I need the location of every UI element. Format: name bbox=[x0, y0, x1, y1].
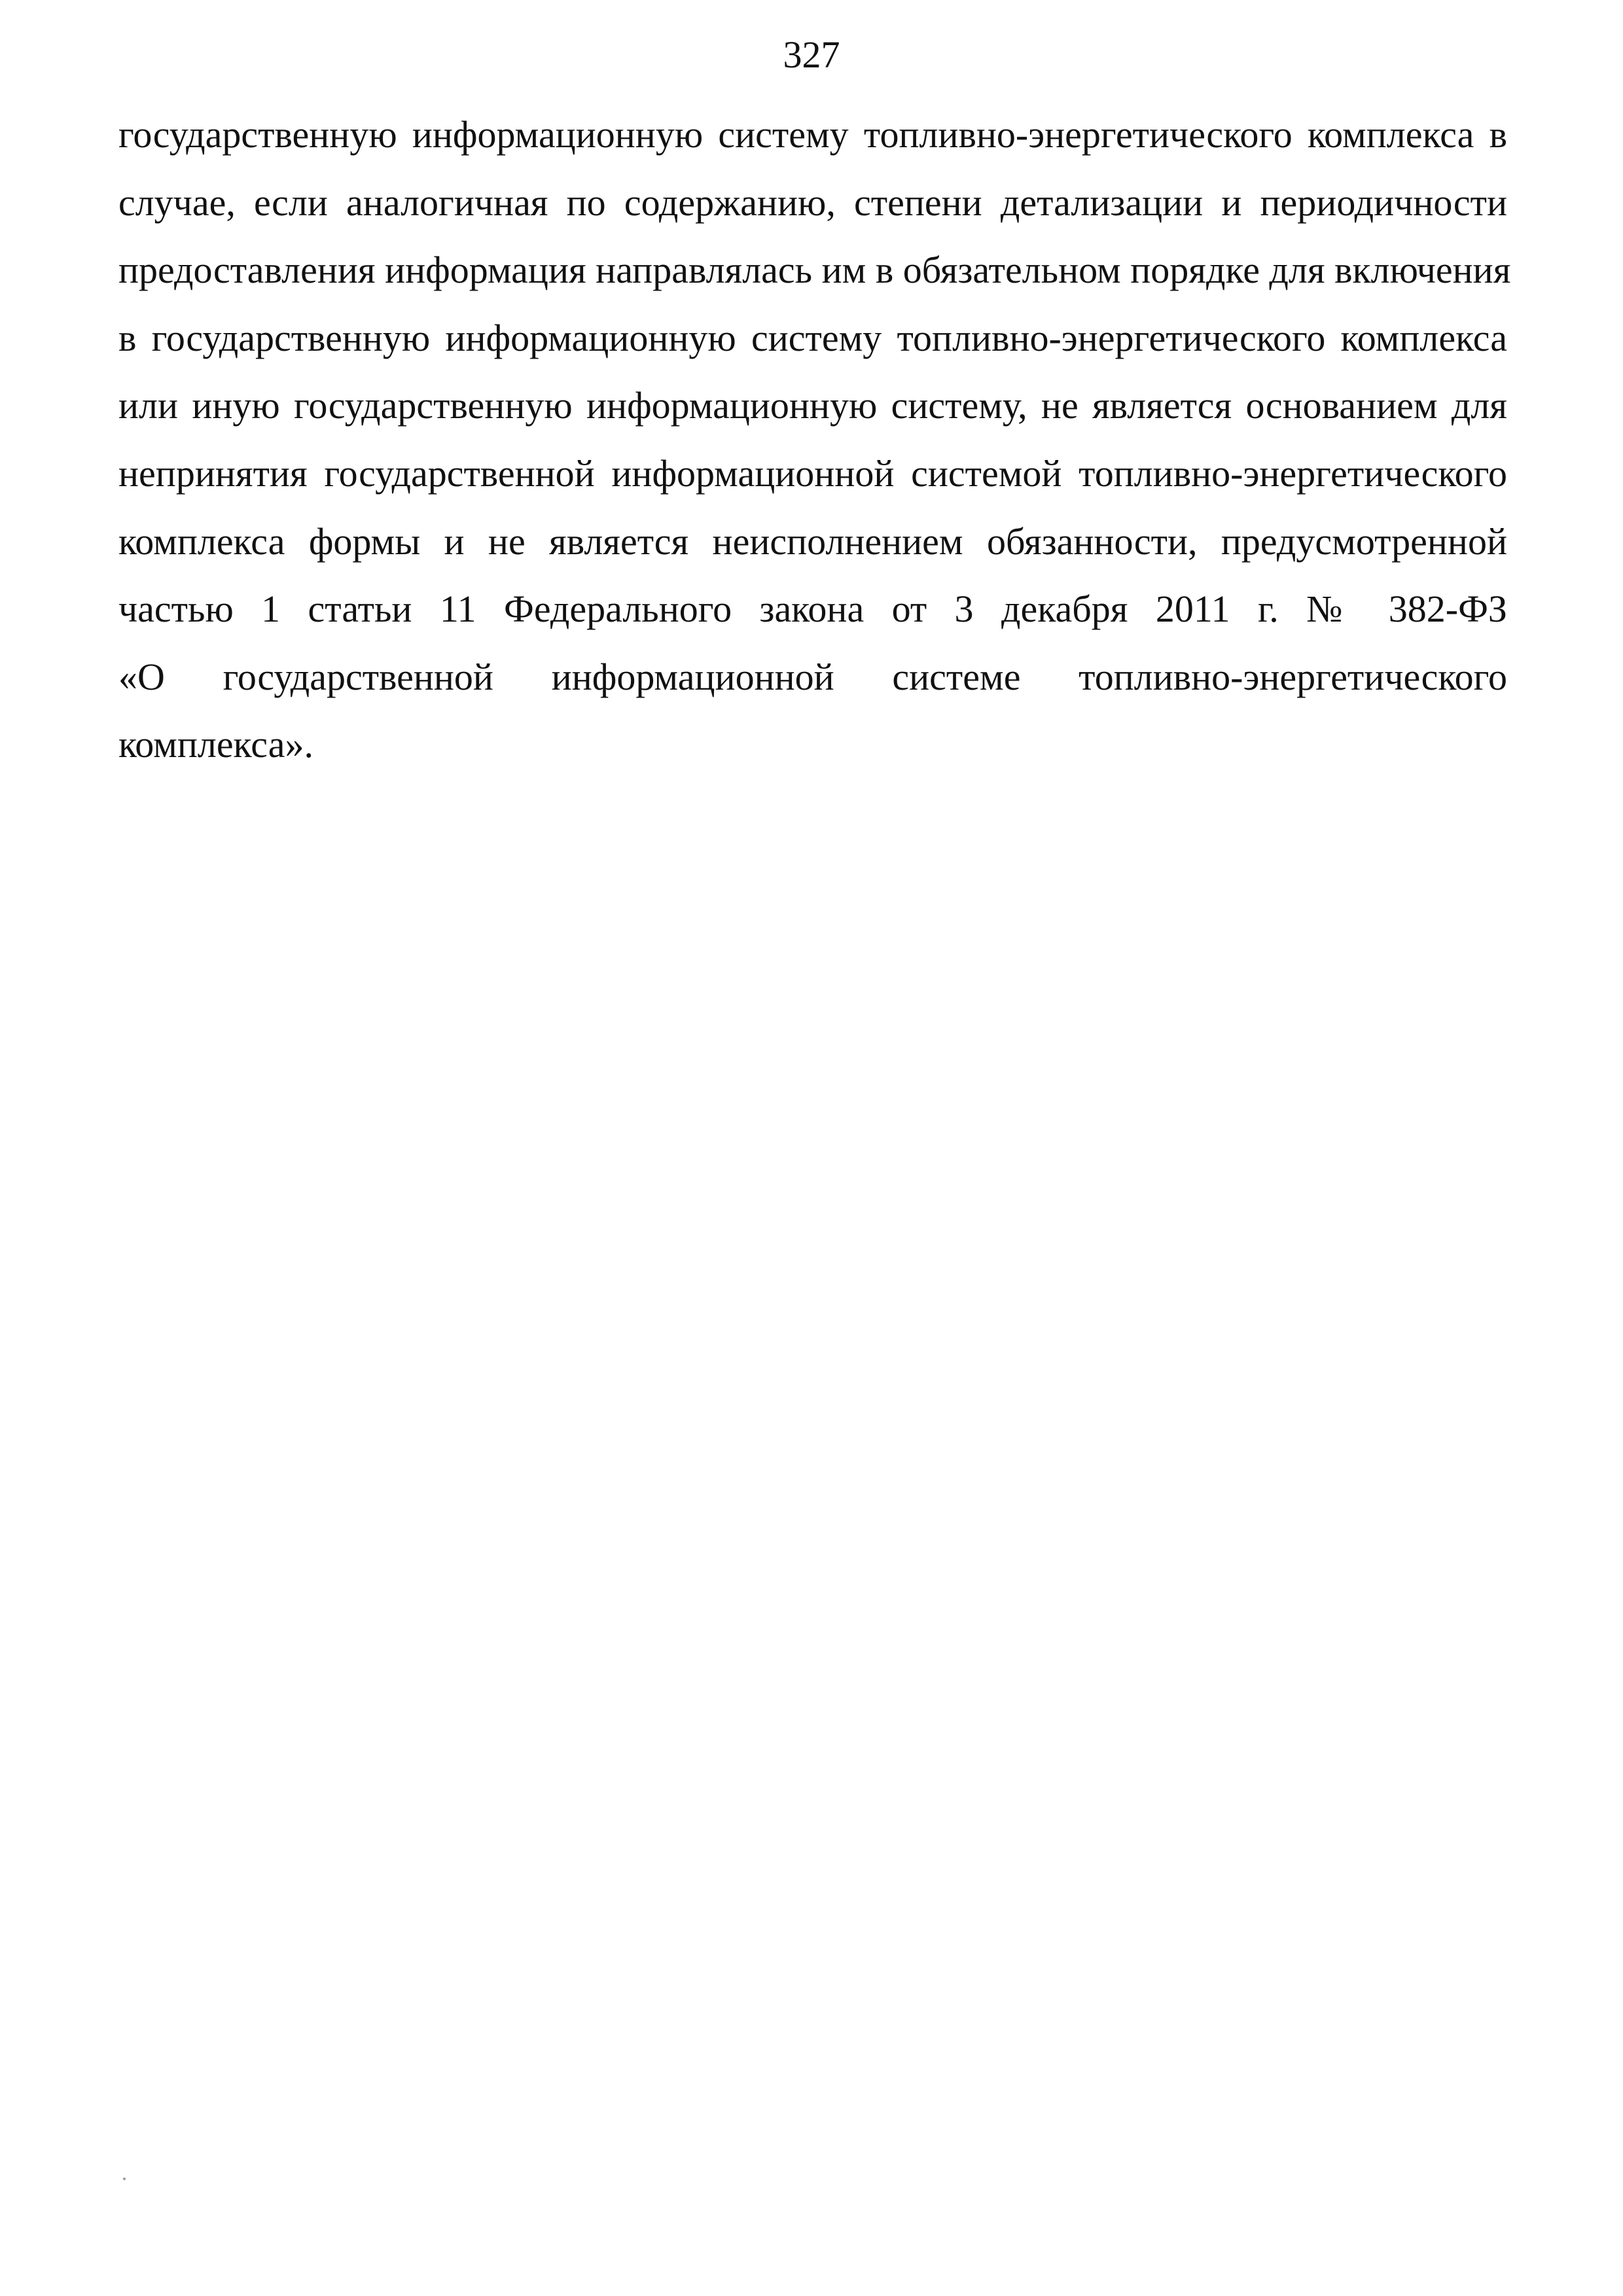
text-line: комплекса формы и не является неисполнением обязанности, предусмотренной bbox=[118, 520, 1507, 563]
text-line: предоставления информация направлялась им в обязательном порядке для включения bbox=[118, 249, 1511, 292]
text-line: комплекса». bbox=[118, 723, 313, 766]
scan-speck bbox=[123, 2178, 126, 2180]
text-line: «О государственной информационной системе топливно-энергетического bbox=[118, 655, 1507, 698]
text-line: или иную государственную информационную систему, не является основанием для bbox=[118, 384, 1507, 427]
body-paragraph bbox=[118, 101, 1511, 779]
page-number: 327 bbox=[783, 33, 840, 76]
text-line: государственную информационную систему топливно-энергетического комплекса в bbox=[118, 113, 1507, 156]
text-line: в государственную информационную систему топливно-энергетического комплекса bbox=[118, 316, 1507, 359]
text-line: непринятия государственной информационной системой топливно-энергетического bbox=[118, 451, 1507, 495]
text-line: частью 1 статьи 11 Федерального закона от 3 декабря 2011 г. № 382-ФЗ bbox=[118, 588, 1507, 631]
text-line: случае, если аналогичная по содержанию, степени детализации и периодичности bbox=[118, 181, 1507, 224]
